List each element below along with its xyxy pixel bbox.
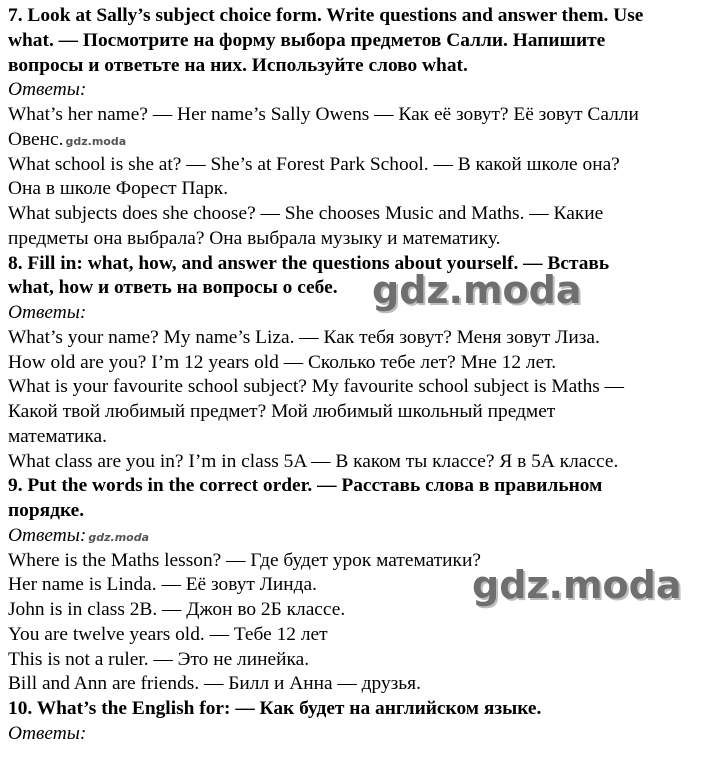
task8-answer-line: What is your favourite school subject? My favourite school subject is Maths —	[8, 376, 625, 398]
task8-answer-line: What class are you in? I’m in class 5A — В каком ты классе? Я в 5А классе.	[8, 450, 619, 472]
task9-answer-line: Where is the Maths lesson? — Где будет урок математики?	[8, 549, 481, 571]
task8-answers-label: Ответы:	[8, 302, 87, 323]
task7-answer-line	[8, 128, 712, 153]
task7-heading-line2: what. — Посмотрите на форму выбора предметов Салли. Напишите	[8, 29, 606, 51]
task7-answer-line: предметы она выбрала? Она выбрала музыку и математику.	[8, 227, 501, 249]
task8-answer-line: математика.	[8, 425, 107, 447]
task7-answers-label: Ответы:	[8, 79, 87, 101]
watermark-small: gdz.moda	[65, 134, 127, 148]
task7-answer-line: What’s her name? — Her name’s Sally Owens — Как её зовут? Её зовут Салли	[8, 104, 639, 125]
task7-answer-line: What subjects does she choose? — She chooses Music and Maths. — Какие	[8, 203, 604, 224]
task10-heading-line1: 10. What’s the English for: — Как будет на английском языке.	[8, 698, 542, 719]
watermark-large: gdz.moda	[472, 563, 682, 607]
task9-answer-line: This is not a ruler. — Это не линейка.	[8, 648, 310, 670]
task9-answer-line: Bill and Ann are friends. — Билл и Анна — друзья.	[8, 673, 421, 695]
task7-answer-text: Овенс.	[8, 128, 64, 150]
task7-heading-line3: вопросы и ответьте на них. Используйте слово what.	[8, 54, 468, 76]
document-page	[8, 4, 712, 747]
task8-answer-line: How old are you? I’m 12 years old — Сколько тебе лет? Мне 12 лет.	[8, 351, 557, 373]
task9-heading-line2: порядке.	[8, 500, 85, 521]
task9-answers-label-text: Ответы:	[8, 524, 87, 546]
task10-answers-label: Ответы:	[8, 722, 87, 744]
task9-answers-label	[8, 524, 712, 549]
task9-answer-line: You are twelve years old. — Тебе 12 лет	[8, 623, 328, 645]
task9-answer-line: Her name is Linda. — Её зовут Линда.	[8, 574, 317, 596]
task8-heading-line2: what, how и ответь на вопросы о себе.	[8, 277, 338, 299]
task7-heading-line1: 7. Look at Sally’s subject choice form. Write questions and answer them. Use	[8, 5, 644, 26]
task8-answer-line: Какой твой любимый предмет? Мой любимый школьный предмет	[8, 401, 556, 422]
task9-heading-line1: 9. Put the words in the correct order. — Расставь слова в правильном	[8, 475, 603, 497]
task8-answer-line: What’s your name? My name’s Liza. — Как тебя зовут? Меня зовут Лиза.	[8, 326, 600, 348]
task7-answer-line: Она в школе Форест Парк.	[8, 178, 229, 200]
task8-heading-line1: 8. Fill in: what, how, and answer the questions about yourself. — Вставь	[8, 252, 610, 274]
task7-answer-line: What school is she at? — She’s at Forest Park School. — В какой школе она?	[8, 153, 620, 175]
watermark-small: gdz.moda	[88, 530, 150, 544]
watermark-large: gdz.moda	[372, 268, 582, 312]
task9-answer-line: John is in class 2B. — Джон во 2Б классе.	[8, 599, 346, 620]
